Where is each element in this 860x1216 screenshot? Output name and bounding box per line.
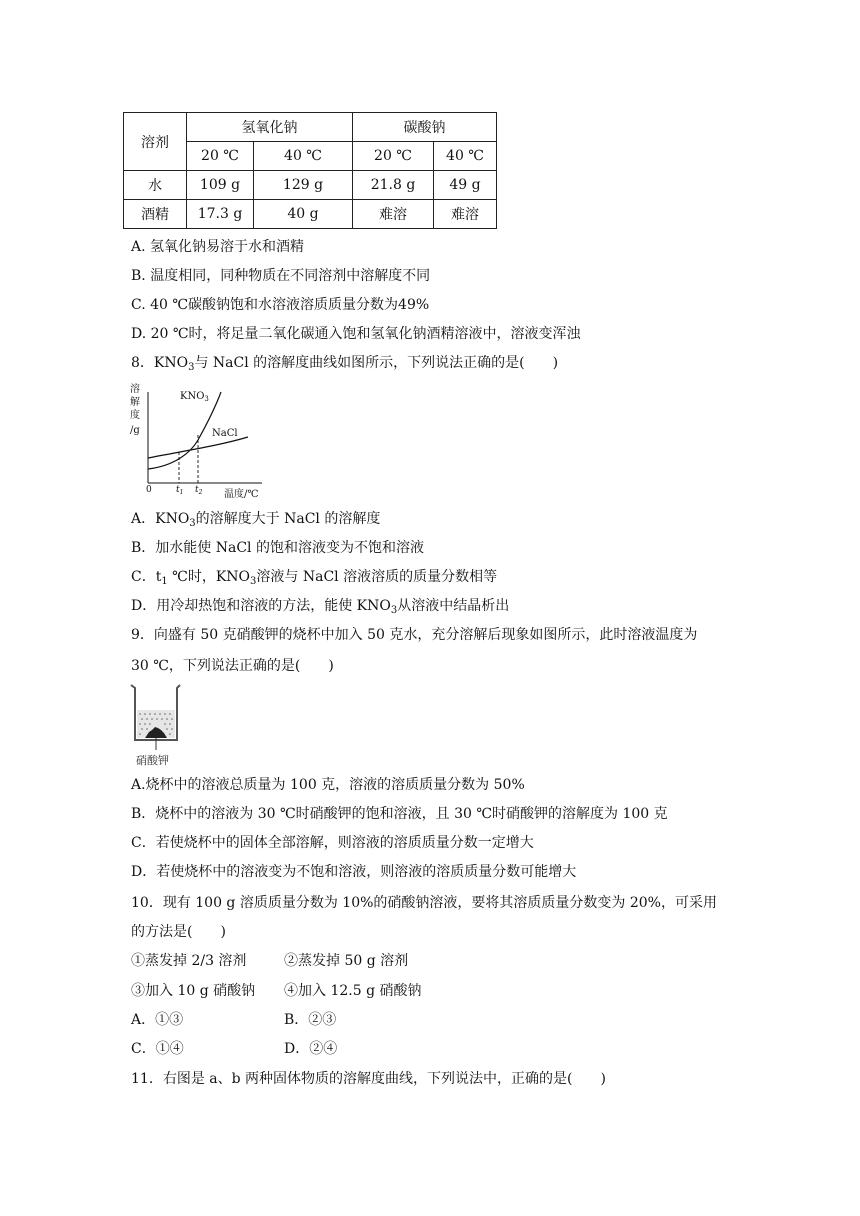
header-naoh: 氢氧化钠 [187,113,353,142]
q11-stem: 11．右图是 a、b 两种固体物质的溶解度曲线，下列说法中，正确的是( ) [131,1071,606,1087]
x-axis-label: 温度/℃ [224,489,259,500]
table-cell: 水 [124,171,187,200]
header-solvent: 溶剂 [124,113,187,171]
nacl-label: NaCl [212,428,238,439]
y-label-2: 解 [130,397,140,408]
table-row [124,200,497,229]
q10-stem-line1: 10．现有 100 g 溶质质量分数为 10%的硝酸钠溶液，要将其溶质质量分数变为 20%，可采用 [131,895,717,911]
table-cell: 40 g [254,200,353,229]
q10-method-3: ③加入 10 g 硝酸钠 [131,983,256,999]
q7-option-a: A. 氢氧化钠易溶于水和酒精 [131,239,305,255]
beaker-label: 硝酸钾 [136,754,169,767]
table-cell: 难溶 [434,200,497,229]
t2-label: $t_2$ [195,485,203,496]
header-na2co3: 碳酸钠 [353,113,497,142]
header-naoh-40: 40 ℃ [254,142,353,171]
q7-option-c: C. 40 ℃碳酸钠饱和水溶液溶质质量分数为49% [131,297,430,313]
table-row [124,171,497,200]
t1-label: $t_1$ [176,485,184,496]
table-cell: 109 g [187,171,254,200]
q8-option-b: B．加水能使 NaCl 的饱和溶液变为不饱和溶液 [131,540,424,556]
table-cell: 129 g [254,171,353,200]
table-cell: 酒精 [124,200,187,229]
q10-option-b: B．②③ [284,1012,337,1028]
kno3-curve [148,392,221,469]
header-na2co3-40: 40 ℃ [434,142,497,171]
q10-method-4: ④加入 12.5 g 硝酸钠 [284,983,422,999]
q10-method-2: ②蒸发掉 50 g 溶剂 [284,953,409,969]
q8-option-a: A．$KNO_3$的溶解度大于 NaCl 的溶解度 [131,511,381,529]
table-cell: 49 g [434,171,497,200]
table-cell: 17.3 g [187,200,254,229]
origin-label: 0 [146,485,152,495]
q9-option-a: A.烧杯中的溶液总质量为 100 克，溶液的溶质质量分数为 50% [131,777,525,793]
q7-option-d: D. 20 ℃时，将足量二氧化碳通入饱和氢氧化钠酒精溶液中，溶液变浑浊 [131,326,581,342]
header-naoh-20: 20 ℃ [187,142,254,171]
table-cell: 难溶 [353,200,434,229]
y-label-3: 度 [130,410,140,421]
q8-stem: 8．$KNO_3$与 NaCl 的溶解度曲线如图所示，下列说法正确的是( ) [131,355,559,373]
header-na2co3-20: 20 ℃ [353,142,434,171]
beaker-figure [128,682,188,768]
y-label-4: /g [130,425,140,436]
kno3-label: $KNO_3$ [180,391,209,403]
q9-stem-line2: 30 ℃，下列说法正确的是( ) [131,658,334,674]
solubility-table [123,112,497,229]
q10-option-d: D．②④ [284,1041,338,1057]
q10-option-a: A．①③ [131,1012,184,1028]
q8-option-c: C．$t_1$ ℃时，$KNO_3$溶液与 NaCl 溶液溶质的质量分数相等 [131,569,498,587]
q10-stem-line2: 的方法是( ) [131,924,226,940]
q9-option-c: C．若使烧杯中的固体全部溶解，则溶液的溶质质量分数一定增大 [131,835,534,851]
q9-option-b: B．烧杯中的溶液为 30 ℃时硝酸钾的饱和溶液，且 30 ℃时硝酸钾的溶解度为 100 克 [131,806,668,822]
q8-option-d: D．用冷却热饱和溶液的方法，能使 $KNO_3$从溶液中结晶析出 [131,598,510,616]
table-cell: 21.8 g [353,171,434,200]
q7-option-b: B. 温度相同，同种物质在不同溶剂中溶解度不同 [131,268,431,284]
q9-option-d: D．若使烧杯中的溶液变为不饱和溶液，则溶液的溶质质量分数可能增大 [131,864,577,880]
q10-option-c: C．①④ [131,1041,184,1057]
q9-stem-line1: 9．向盛有 50 克硝酸钾的烧杯中加入 50 克水，充分溶解后现象如图所示，此时溶液温度为 [131,627,698,643]
y-label-1: 溶 [130,384,140,395]
q10-method-1: ①蒸发掉 2/3 溶剂 [131,953,247,969]
solubility-curve-graph [128,380,273,502]
